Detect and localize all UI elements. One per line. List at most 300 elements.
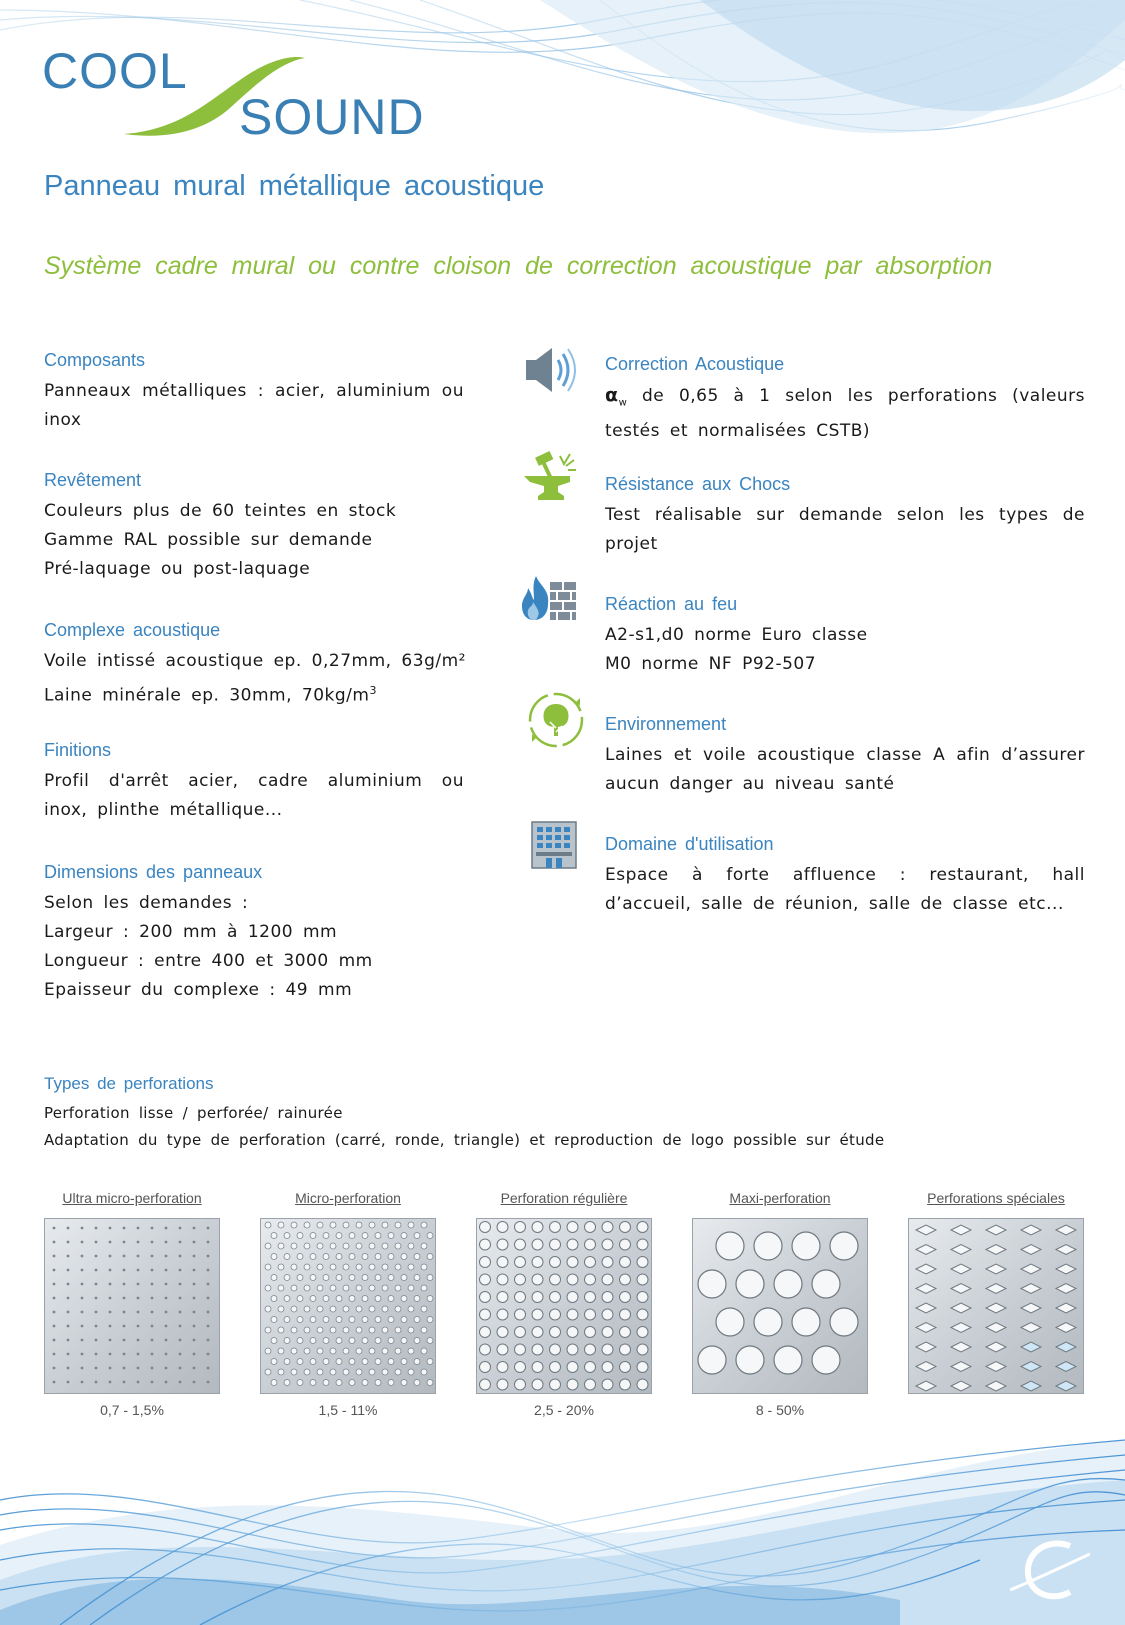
perforation-hole <box>349 1275 355 1281</box>
perforation-hole <box>349 1380 355 1386</box>
perforation-hole <box>497 1344 508 1355</box>
section-correction-acoustique <box>605 354 1085 446</box>
perforation-hole <box>375 1254 381 1260</box>
perforation-hole <box>414 1296 420 1302</box>
perforation-hole <box>388 1380 394 1386</box>
perforation-hole <box>343 1369 349 1375</box>
perforation-hole <box>716 1308 744 1336</box>
perforation-hole <box>95 1227 98 1230</box>
perforation-hole <box>330 1243 336 1249</box>
perforation-hole <box>602 1274 613 1285</box>
perforation-hole <box>427 1275 433 1281</box>
perforation-hole <box>81 1255 84 1258</box>
perforation-hole <box>585 1292 596 1303</box>
perforation-hole <box>67 1227 70 1230</box>
perforation-hole <box>336 1275 342 1281</box>
perforation-hole <box>95 1283 98 1286</box>
perforation-hole <box>336 1233 342 1239</box>
perforation-hole <box>343 1348 349 1354</box>
perforation-hole <box>532 1239 543 1250</box>
perforation-hole <box>95 1381 98 1384</box>
perforation-hole <box>297 1254 303 1260</box>
perforation-hole <box>792 1308 820 1336</box>
perforation-hole <box>151 1325 154 1328</box>
section-line: M0 norme NF P92-507 <box>605 654 817 674</box>
perforation-hole <box>193 1297 196 1300</box>
perforation-hole <box>427 1254 433 1260</box>
perforation-hole <box>532 1274 543 1285</box>
perforation-hole <box>830 1308 858 1336</box>
perforation-hole <box>291 1348 297 1354</box>
corner-brand-icon <box>1010 1532 1090 1612</box>
perforation-hole <box>317 1222 323 1228</box>
perforation-hole <box>193 1255 196 1258</box>
perforation-hole <box>137 1241 140 1244</box>
perforation-hole <box>109 1241 112 1244</box>
building-icon <box>526 816 586 876</box>
perforation-hole <box>109 1353 112 1356</box>
perforation-hole <box>369 1369 375 1375</box>
perforation-hole <box>343 1285 349 1291</box>
perforation-hole <box>284 1338 290 1344</box>
sample-label: Ultra micro-perforation <box>62 1190 202 1206</box>
perforation-hole <box>151 1227 154 1230</box>
perforation-hole <box>375 1338 381 1344</box>
sample-label: Perforations spéciales <box>927 1190 1065 1206</box>
perforation-hole <box>382 1243 388 1249</box>
perforation-hole <box>179 1311 182 1314</box>
perforation-hole <box>109 1325 112 1328</box>
perforation-hole <box>310 1233 316 1239</box>
perforation-hole <box>207 1311 210 1314</box>
perforation-hole <box>151 1241 154 1244</box>
perforation-hole <box>123 1241 126 1244</box>
perforation-hole <box>421 1306 427 1312</box>
perforation-hole <box>297 1275 303 1281</box>
perforation-hole <box>179 1339 182 1342</box>
perforation-hole <box>67 1367 70 1370</box>
perforation-hole <box>401 1254 407 1260</box>
perforation-hole <box>95 1311 98 1314</box>
section-text: Test réalisable sur demande selon les types de projet <box>605 505 1085 554</box>
perforation-hole <box>53 1283 56 1286</box>
perforation-hole <box>271 1317 277 1323</box>
section-line-text: Laine minérale ep. 30mm, 70kg/m <box>44 685 370 706</box>
perforation-hole <box>414 1338 420 1344</box>
perforation-hole <box>109 1381 112 1384</box>
perforation-hole <box>297 1233 303 1239</box>
perforation-hole <box>362 1359 368 1365</box>
section-heading: Revêtement <box>44 470 142 490</box>
perforation-hole <box>165 1255 168 1258</box>
perforation-hole <box>151 1269 154 1272</box>
perforation-hole <box>284 1296 290 1302</box>
perforation-hole <box>382 1327 388 1333</box>
perforation-hole <box>207 1325 210 1328</box>
perforation-hole <box>323 1254 329 1260</box>
perforation-sample-special <box>908 1190 1084 1418</box>
section-line: Couleurs plus de 60 teintes en stock <box>44 501 397 521</box>
perforation-hole <box>193 1367 196 1370</box>
perforation-hole <box>81 1325 84 1328</box>
perforation-hole <box>532 1292 543 1303</box>
perforation-hole <box>550 1222 561 1233</box>
perforation-hole <box>336 1254 342 1260</box>
section-heading: Réaction au feu <box>605 594 738 614</box>
perforation-hole <box>265 1348 271 1354</box>
perforation-hole <box>271 1296 277 1302</box>
perforation-hole <box>336 1359 342 1365</box>
perforation-hole <box>480 1327 491 1338</box>
perforation-hole <box>151 1353 154 1356</box>
perforation-hole <box>207 1255 210 1258</box>
perforation-sample-ultra-micro <box>44 1190 220 1418</box>
perforation-hole <box>602 1292 613 1303</box>
perforation-hole <box>427 1338 433 1344</box>
perforation-hole <box>567 1309 578 1320</box>
perforation-hole <box>53 1269 56 1272</box>
perforation-hole <box>515 1222 526 1233</box>
perforation-sample-maxi <box>692 1190 868 1418</box>
perforation-hole <box>291 1327 297 1333</box>
perforation-hole <box>774 1270 802 1298</box>
section-heading: Dimensions des panneaux <box>44 862 263 882</box>
perforation-hole <box>81 1339 84 1342</box>
section-heading: Composants <box>44 350 146 370</box>
perforation-hole <box>414 1254 420 1260</box>
perforation-hole <box>336 1296 342 1302</box>
perforation-hole <box>414 1359 420 1365</box>
perforation-hole <box>515 1327 526 1338</box>
perforation-hole <box>53 1381 56 1384</box>
perforation-hole <box>480 1222 491 1233</box>
perforation-hole <box>165 1381 168 1384</box>
perforation-hole <box>388 1338 394 1344</box>
perforation-hole <box>637 1309 648 1320</box>
perforation-hole <box>284 1233 290 1239</box>
perforation-hole <box>620 1239 631 1250</box>
perforation-hole <box>550 1379 561 1390</box>
perforation-hole <box>421 1264 427 1270</box>
fire-wall-icon <box>520 568 580 628</box>
perforation-hole <box>265 1306 271 1312</box>
perforation-hole <box>109 1283 112 1286</box>
perforation-hole <box>53 1297 56 1300</box>
perforation-hole <box>151 1255 154 1258</box>
perforation-hole <box>408 1306 414 1312</box>
perforation-hole <box>304 1306 310 1312</box>
perforation-hole <box>67 1297 70 1300</box>
perforation-hole <box>375 1275 381 1281</box>
perforation-hole <box>382 1348 388 1354</box>
page-title: Panneau mural métallique acoustique <box>44 170 545 202</box>
perforation-hole <box>427 1359 433 1365</box>
perforation-hole <box>317 1264 323 1270</box>
perforation-hole <box>193 1381 196 1384</box>
perforation-hole <box>207 1367 210 1370</box>
perforation-hole <box>343 1264 349 1270</box>
perforation-hole <box>81 1297 84 1300</box>
perforation-hole <box>81 1283 84 1286</box>
perforation-hole <box>151 1381 154 1384</box>
perforation-hole <box>637 1239 648 1250</box>
perforation-hole <box>271 1233 277 1239</box>
perforation-hole <box>165 1269 168 1272</box>
perforation-hole <box>421 1369 427 1375</box>
perforation-hole <box>497 1379 508 1390</box>
perforation-hole <box>317 1348 323 1354</box>
section-line: Largeur : 200 mm à 1200 mm <box>44 922 338 942</box>
perforation-hole <box>414 1233 420 1239</box>
perforation-hole <box>151 1283 154 1286</box>
perforation-hole <box>408 1243 414 1249</box>
perforation-sample-regular <box>476 1190 652 1418</box>
perforation-hole <box>265 1369 271 1375</box>
section-line: Pré-laquage ou post-laquage <box>44 559 311 579</box>
sample-label: Perforation régulière <box>500 1190 628 1206</box>
perforation-hole <box>716 1232 744 1260</box>
perforation-hole <box>67 1325 70 1328</box>
perforation-hole <box>620 1274 631 1285</box>
perforation-hole <box>637 1344 648 1355</box>
perforation-hole <box>375 1359 381 1365</box>
perforation-hole <box>480 1292 491 1303</box>
perforation-hole <box>265 1327 271 1333</box>
perforation-hole <box>193 1283 196 1286</box>
perforation-hole <box>95 1297 98 1300</box>
perforation-hole <box>123 1269 126 1272</box>
perforation-hole <box>137 1353 140 1356</box>
section-heading: Environnement <box>605 714 727 734</box>
perforation-hole <box>297 1296 303 1302</box>
perforation-hole <box>179 1241 182 1244</box>
perforation-hole <box>330 1327 336 1333</box>
perforation-hole <box>310 1359 316 1365</box>
perforation-hole <box>408 1222 414 1228</box>
perforation-hole <box>207 1381 210 1384</box>
perforation-hole <box>369 1243 375 1249</box>
perforation-hole <box>291 1369 297 1375</box>
perforation-hole <box>284 1275 290 1281</box>
perforation-hole <box>736 1346 764 1374</box>
perforation-hole <box>382 1306 388 1312</box>
perforation-hole <box>323 1317 329 1323</box>
section-text: Laines et voile acoustique classe A afin d’assurer aucun danger au niveau santé <box>605 745 1085 794</box>
perforation-hole <box>95 1241 98 1244</box>
perforation-hole <box>421 1222 427 1228</box>
perforation-hole <box>754 1308 782 1336</box>
perforation-hole <box>109 1255 112 1258</box>
perforation-hole <box>382 1369 388 1375</box>
section-resistance-chocs <box>605 474 1085 559</box>
sample-range: 1,5 - 11% <box>318 1402 378 1418</box>
perforation-hole <box>207 1353 210 1356</box>
perforation-hole <box>123 1353 126 1356</box>
perforation-hole <box>567 1327 578 1338</box>
perforation-hole <box>193 1269 196 1272</box>
perforation-hole <box>602 1362 613 1373</box>
perforations-line: Adaptation du type de perforation (carré, ronde, triangle) et reproduction de logo possible sur étude <box>44 1131 885 1149</box>
perforation-hole <box>123 1367 126 1370</box>
perforation-hole <box>67 1241 70 1244</box>
perforation-hole <box>137 1311 140 1314</box>
perforation-hole <box>427 1233 433 1239</box>
perforation-hole <box>480 1239 491 1250</box>
perforation-hole <box>284 1380 290 1386</box>
perforation-hole <box>109 1269 112 1272</box>
section-heading: Complexe acoustique <box>44 620 221 640</box>
sample-label: Micro-perforation <box>295 1190 401 1206</box>
perforation-hole <box>165 1353 168 1356</box>
perforation-hole <box>401 1317 407 1323</box>
perforation-hole <box>532 1362 543 1373</box>
perforation-hole <box>310 1296 316 1302</box>
perforation-hole <box>550 1292 561 1303</box>
perforation-hole <box>304 1327 310 1333</box>
perforation-hole <box>95 1353 98 1356</box>
perforation-hole <box>480 1274 491 1285</box>
perforation-hole <box>165 1367 168 1370</box>
perforation-hole <box>567 1274 578 1285</box>
perforation-hole <box>151 1297 154 1300</box>
perforation-hole <box>151 1367 154 1370</box>
perforation-hole <box>330 1306 336 1312</box>
perforation-hole <box>401 1233 407 1239</box>
perforation-hole <box>395 1327 401 1333</box>
perforation-hole <box>207 1241 210 1244</box>
perforation-hole <box>602 1222 613 1233</box>
perforation-hole <box>291 1264 297 1270</box>
perforation-hole <box>375 1380 381 1386</box>
perforation-hole <box>53 1255 56 1258</box>
perforation-hole <box>343 1243 349 1249</box>
perforation-hole <box>271 1380 277 1386</box>
perforation-hole <box>414 1380 420 1386</box>
perforation-hole <box>323 1380 329 1386</box>
perforation-hole <box>637 1379 648 1390</box>
logo-word-sound: SOUND <box>239 89 425 145</box>
perforation-hole <box>585 1257 596 1268</box>
perforation-hole <box>317 1243 323 1249</box>
perforation-hole <box>123 1311 126 1314</box>
section-line <box>44 676 464 711</box>
perforation-hole <box>567 1362 578 1373</box>
perforation-hole <box>297 1338 303 1344</box>
alpha-subscript: w <box>618 397 628 409</box>
perforation-hole <box>137 1269 140 1272</box>
perforation-swatch <box>476 1218 652 1394</box>
sample-range <box>908 1402 1084 1418</box>
alpha-symbol: α <box>605 384 619 406</box>
perforation-hole <box>401 1275 407 1281</box>
perforation-hole <box>67 1255 70 1258</box>
perforation-hole <box>497 1327 508 1338</box>
perforation-hole <box>637 1292 648 1303</box>
perforation-hole <box>362 1296 368 1302</box>
perforation-hole <box>137 1227 140 1230</box>
perforation-hole <box>369 1306 375 1312</box>
perforation-hole <box>497 1222 508 1233</box>
perforation-hole <box>271 1254 277 1260</box>
perforation-hole <box>297 1380 303 1386</box>
perforation-hole <box>67 1353 70 1356</box>
perforation-hole <box>336 1380 342 1386</box>
section-line: Longueur : entre 400 et 3000 mm <box>44 951 373 971</box>
perforation-hole <box>754 1232 782 1260</box>
perforation-hole <box>95 1269 98 1272</box>
perforation-hole <box>532 1327 543 1338</box>
perforation-hole <box>207 1269 210 1272</box>
perforation-hole <box>356 1243 362 1249</box>
perforation-hole <box>497 1239 508 1250</box>
perforation-hole <box>585 1362 596 1373</box>
perforation-hole <box>388 1254 394 1260</box>
perforation-hole <box>550 1344 561 1355</box>
perforation-hole <box>207 1297 210 1300</box>
perforation-hole <box>427 1317 433 1323</box>
perforation-hole <box>369 1222 375 1228</box>
perforation-hole <box>53 1325 56 1328</box>
perforation-hole <box>830 1232 858 1260</box>
superscript: 3 <box>369 684 377 697</box>
perforation-hole <box>207 1283 210 1286</box>
perforation-hole <box>67 1381 70 1384</box>
perforation-hole <box>81 1241 84 1244</box>
perforation-hole <box>401 1296 407 1302</box>
perforation-hole <box>414 1275 420 1281</box>
perforation-hole <box>812 1270 840 1298</box>
perforation-hole <box>375 1233 381 1239</box>
perforation-hole <box>310 1338 316 1344</box>
section-complexe-acoustique <box>44 620 464 711</box>
perforation-hole <box>53 1353 56 1356</box>
perforation-hole <box>620 1222 631 1233</box>
section-text: Espace à forte affluence : restaurant, hall d’accueil, salle de réunion, salle de classe etc... <box>605 865 1085 914</box>
perforation-hole <box>395 1369 401 1375</box>
perforation-hole <box>369 1348 375 1354</box>
perforation-hole <box>67 1269 70 1272</box>
perforation-hole <box>362 1317 368 1323</box>
perforation-hole <box>774 1346 802 1374</box>
perforation-hole <box>362 1254 368 1260</box>
perforation-hole <box>179 1227 182 1230</box>
perforation-hole <box>81 1227 84 1230</box>
perforation-hole <box>291 1243 297 1249</box>
perforation-swatch <box>692 1218 868 1394</box>
perforation-hole <box>310 1317 316 1323</box>
speaker-icon <box>520 340 580 400</box>
perforation-hole <box>81 1381 84 1384</box>
perforation-hole <box>310 1275 316 1281</box>
perforation-hole <box>137 1367 140 1370</box>
perforation-hole <box>278 1306 284 1312</box>
perforation-hole <box>109 1339 112 1342</box>
perforation-hole <box>304 1264 310 1270</box>
perforation-hole <box>349 1359 355 1365</box>
section-text-body: de 0,65 à 1 selon les perforations (valeurs testés et normalisées CSTB) <box>605 386 1085 442</box>
perforation-hole <box>567 1344 578 1355</box>
perforation-hole <box>602 1309 613 1320</box>
perforation-hole <box>123 1255 126 1258</box>
perforation-hole <box>602 1327 613 1338</box>
perforation-hole <box>388 1233 394 1239</box>
perforation-swatch <box>908 1218 1084 1394</box>
perforation-hole <box>137 1339 140 1342</box>
perforation-hole <box>736 1270 764 1298</box>
perforation-hole <box>123 1297 126 1300</box>
perforation-hole <box>620 1257 631 1268</box>
perforation-hole <box>95 1325 98 1328</box>
